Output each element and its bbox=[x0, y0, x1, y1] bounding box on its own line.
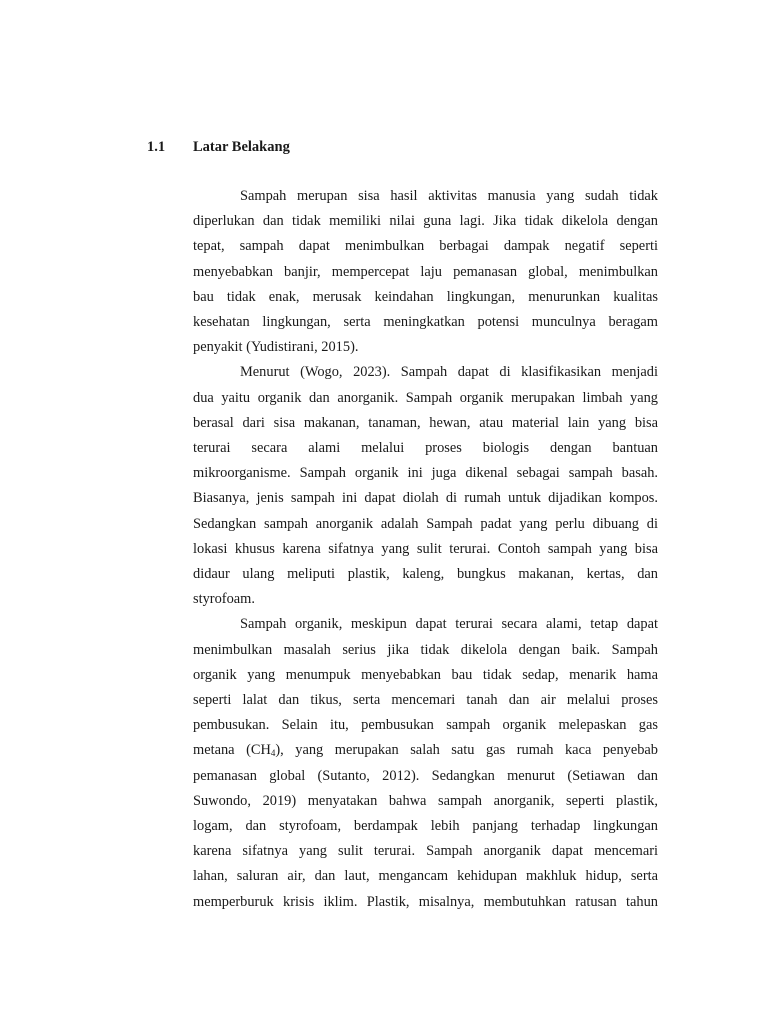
text-line: Menurut (Wogo, 2023). Sampah dapat di klasifikasikan menjadi bbox=[240, 364, 658, 381]
text-line: lahan, saluran air, dan laut, mengancam kehidupan makhluk hidup, serta bbox=[193, 868, 658, 885]
text-line: terurai secara alami melalui proses biologis dengan bantuan bbox=[193, 440, 658, 457]
text-line: karena sifatnya yang sulit terurai. Sampah anorganik dapat mencemari bbox=[193, 843, 658, 860]
text-line: menimbulkan masalah serius jika tidak dikelola dengan baik. Sampah bbox=[193, 641, 658, 658]
text-line: styrofoam. bbox=[193, 591, 255, 608]
text-line: berasal dari sisa makanan, tanaman, hewan, atau material lain yang bisa bbox=[193, 414, 658, 431]
section-number: 1.1 bbox=[147, 139, 166, 155]
text-line: diperlukan dan tidak memiliki nilai guna lagi. Jika tidak dikelola dengan bbox=[193, 213, 658, 230]
text-segment: metana (CH bbox=[193, 742, 271, 759]
paragraph-3 bbox=[193, 612, 658, 914]
text-line: dua yaitu organik dan anorganik. Sampah organik merupakan limbah yang bbox=[193, 389, 658, 406]
paragraph-2 bbox=[193, 360, 658, 612]
paragraph-1 bbox=[193, 184, 658, 360]
text-line: pemanasan global (Sutanto, 2012). Sedangkan menurut (Setiawan dan bbox=[193, 767, 658, 784]
text-line: tepat, sampah dapat menimbulkan berbagai dampak negatif seperti bbox=[193, 238, 658, 255]
text-line: logam, dan styrofoam, berdampak lebih panjang terhadap lingkungan bbox=[193, 818, 658, 835]
text-line: kesehatan lingkungan, serta meningkatkan potensi munculnya beragam bbox=[193, 314, 658, 331]
text-line: penyakit (Yudistirani, 2015). bbox=[193, 339, 359, 356]
section-heading bbox=[147, 137, 290, 157]
text-line: Sampah organik, meskipun dapat terurai secara alami, tetap dapat bbox=[240, 616, 658, 633]
text-line: organik yang menumpuk menyebabkan bau tidak sedap, menarik hama bbox=[193, 666, 658, 683]
text-line: seperti lalat dan tikus, serta mencemari tanah dan air melalui proses bbox=[193, 692, 658, 709]
text-line: Sampah merupan sisa hasil aktivitas manusia yang sudah tidak bbox=[240, 188, 658, 204]
text-line: lokasi khusus karena sifatnya yang sulit terurai. Contoh sampah yang bisa bbox=[193, 540, 658, 557]
text-segment: ), yang merupakan salah satu gas rumah kaca penyebab bbox=[275, 742, 658, 759]
text-line: didaur ulang meliputi plastik, kaleng, bungkus makanan, kertas, dan bbox=[193, 566, 658, 583]
subscript-number: 4 bbox=[270, 748, 276, 759]
body-text bbox=[193, 184, 658, 915]
text-line: pembusukan. Selain itu, pembusukan sampah organik melepaskan gas bbox=[193, 717, 658, 734]
section-title: Latar Belakang bbox=[193, 139, 290, 155]
text-line: memperburuk krisis iklim. Plastik, misalnya, membutuhkan ratusan tahun bbox=[193, 893, 658, 910]
methane-text-line bbox=[193, 738, 658, 763]
text-line: Biasanya, jenis sampah ini dapat diolah di rumah untuk dijadikan kompos. bbox=[193, 490, 658, 507]
text-line: menyebabkan banjir, mempercepat laju pemanasan global, menimbulkan bbox=[193, 263, 658, 280]
text-line: mikroorganisme. Sampah organik ini juga dikenal sebagai sampah basah. bbox=[193, 465, 658, 482]
text-line: Sedangkan sampah anorganik adalah Sampah padat yang perlu dibuang di bbox=[193, 515, 658, 532]
text-line: Suwondo, 2019) menyatakan bahwa sampah anorganik, seperti plastik, bbox=[193, 792, 658, 809]
text-line: bau tidak enak, merusak keindahan lingkungan, menurunkan kualitas bbox=[193, 288, 658, 305]
